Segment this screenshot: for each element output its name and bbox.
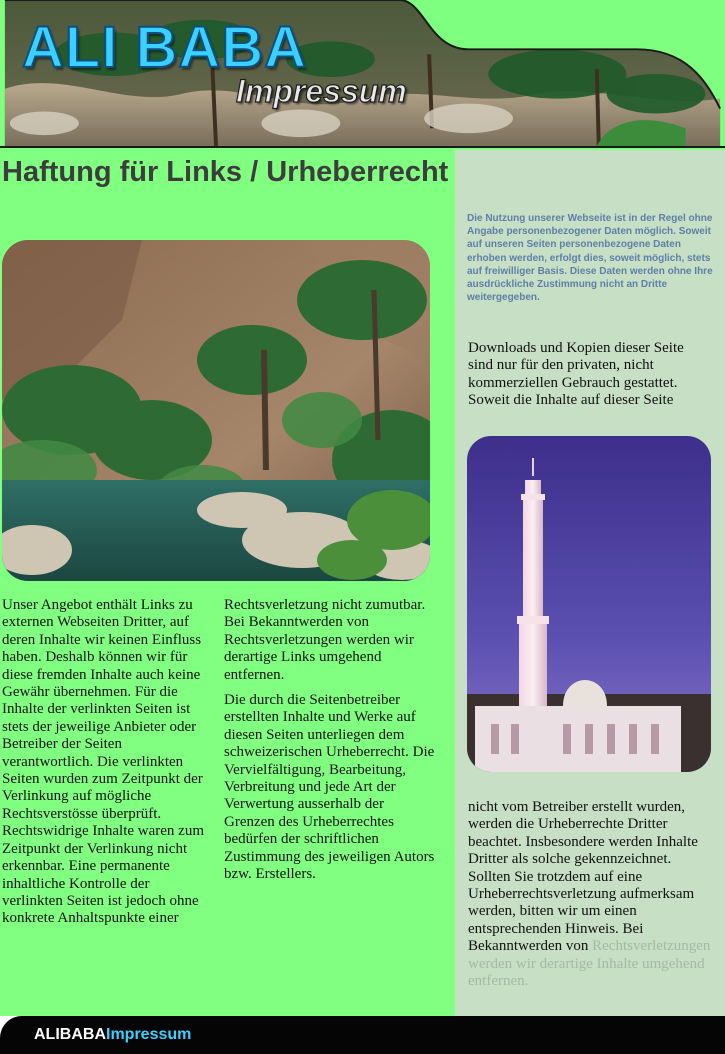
header-banner bbox=[0, 0, 725, 150]
downloads-text bbox=[468, 340, 708, 418]
third-party-text bbox=[468, 799, 713, 998]
mosque-photo bbox=[467, 436, 711, 772]
links-paragraph: Unser Angebot enthält Links zu externen Webseiten Dritter, auf deren Inhalte wir keinen Einfluss haben. Deshalb können wir für diese fremden Inhalte auch keine Gewähr übernehmen. Für die Inhalte der verlinkten Seiten ist stets der jeweilige Anbieter oder Betreiber der Seiten verantwortlich. Die verlinkten Seiten wurden zum Zeitpunkt der Verlinkung auf mögliche Rechtsverstösse überprüft. Rechtswidrige Inhalte waren zum Zeitpunkt der Verlinkung nicht erkennbar. Eine permanente inhaltliche Kontrolle der verlinkten Seiten ist jedoch ohne konkrete Anhaltspunkte einer bbox=[2, 597, 205, 927]
brand-subtitle: Impressum bbox=[236, 73, 407, 109]
copyright-paragraph: Die durch die Seitenbetreiber erstellten Inhalte und Werke auf diesen Seiten unterliegen dem schweizerischen Urheberrecht. Die Vervielfältigung, Bearbeitung, Verbreitung und jede Art der Verwertung ausserhalb der Grenzen des Urheberrechtes bedürfen der schriftlichen Zustimmung des jeweiligen Autors bzw. Erstellers. bbox=[224, 692, 435, 883]
footer-subtitle: Impressum bbox=[106, 1026, 192, 1043]
privacy-notice: Die Nutzung unserer Webseite ist in der Regel ohne Angabe personenbezogener Daten möglich. Soweit auf unseren Seiten personenbezogene Daten erhoben werden, erfolgt dies, soweit möglich, stets auf freiwilliger Basis. Diese Daten werden ohne Ihre ausdrückliche Zustimmung nicht an Dritte weitergegeben. bbox=[467, 213, 713, 304]
brand-title: ALI BABA bbox=[22, 15, 308, 80]
faded-overflow-text: Rechtsverletzungen werden wir derartige Inhalte umgehend entfernen. bbox=[468, 938, 711, 990]
downloads-paragraph: Downloads und Kopien dieser Seite sind nur für den privaten, nicht kommerziellen Gebrauch gestattet. Soweit die Inhalte auf dieser Seite bbox=[468, 340, 684, 409]
footer-brand: ALIBABA bbox=[34, 1026, 106, 1043]
links-text-column bbox=[2, 597, 212, 936]
copyright-text-column bbox=[224, 597, 436, 892]
footer-title bbox=[34, 1026, 191, 1044]
page-heading: Haftung für Links / Urheberrecht bbox=[2, 156, 449, 188]
links-paragraph-continued: Rechtsverletzung nicht zumutbar. Bei Bekanntwerden von Rechtsverletzungen werden wir derartige Links umgehend entfernen. bbox=[224, 597, 426, 683]
oasis-photo bbox=[2, 240, 430, 581]
third-party-sentence: nicht vom Betreiber erstellt wurden, werden die Urheberrechte Dritter beachtet. Insbesondere werden Inhalte Dritter als solche gekennzeichnet. Sollten Sie trotzdem auf eine Urheberrechtsverletzung aufmerksam werden, bitten wir um einen entsprechenden Hinweis. Bei Bekanntwerden von bbox=[468, 799, 698, 955]
footer-bar bbox=[0, 1016, 725, 1054]
third-party-paragraph bbox=[468, 799, 713, 990]
